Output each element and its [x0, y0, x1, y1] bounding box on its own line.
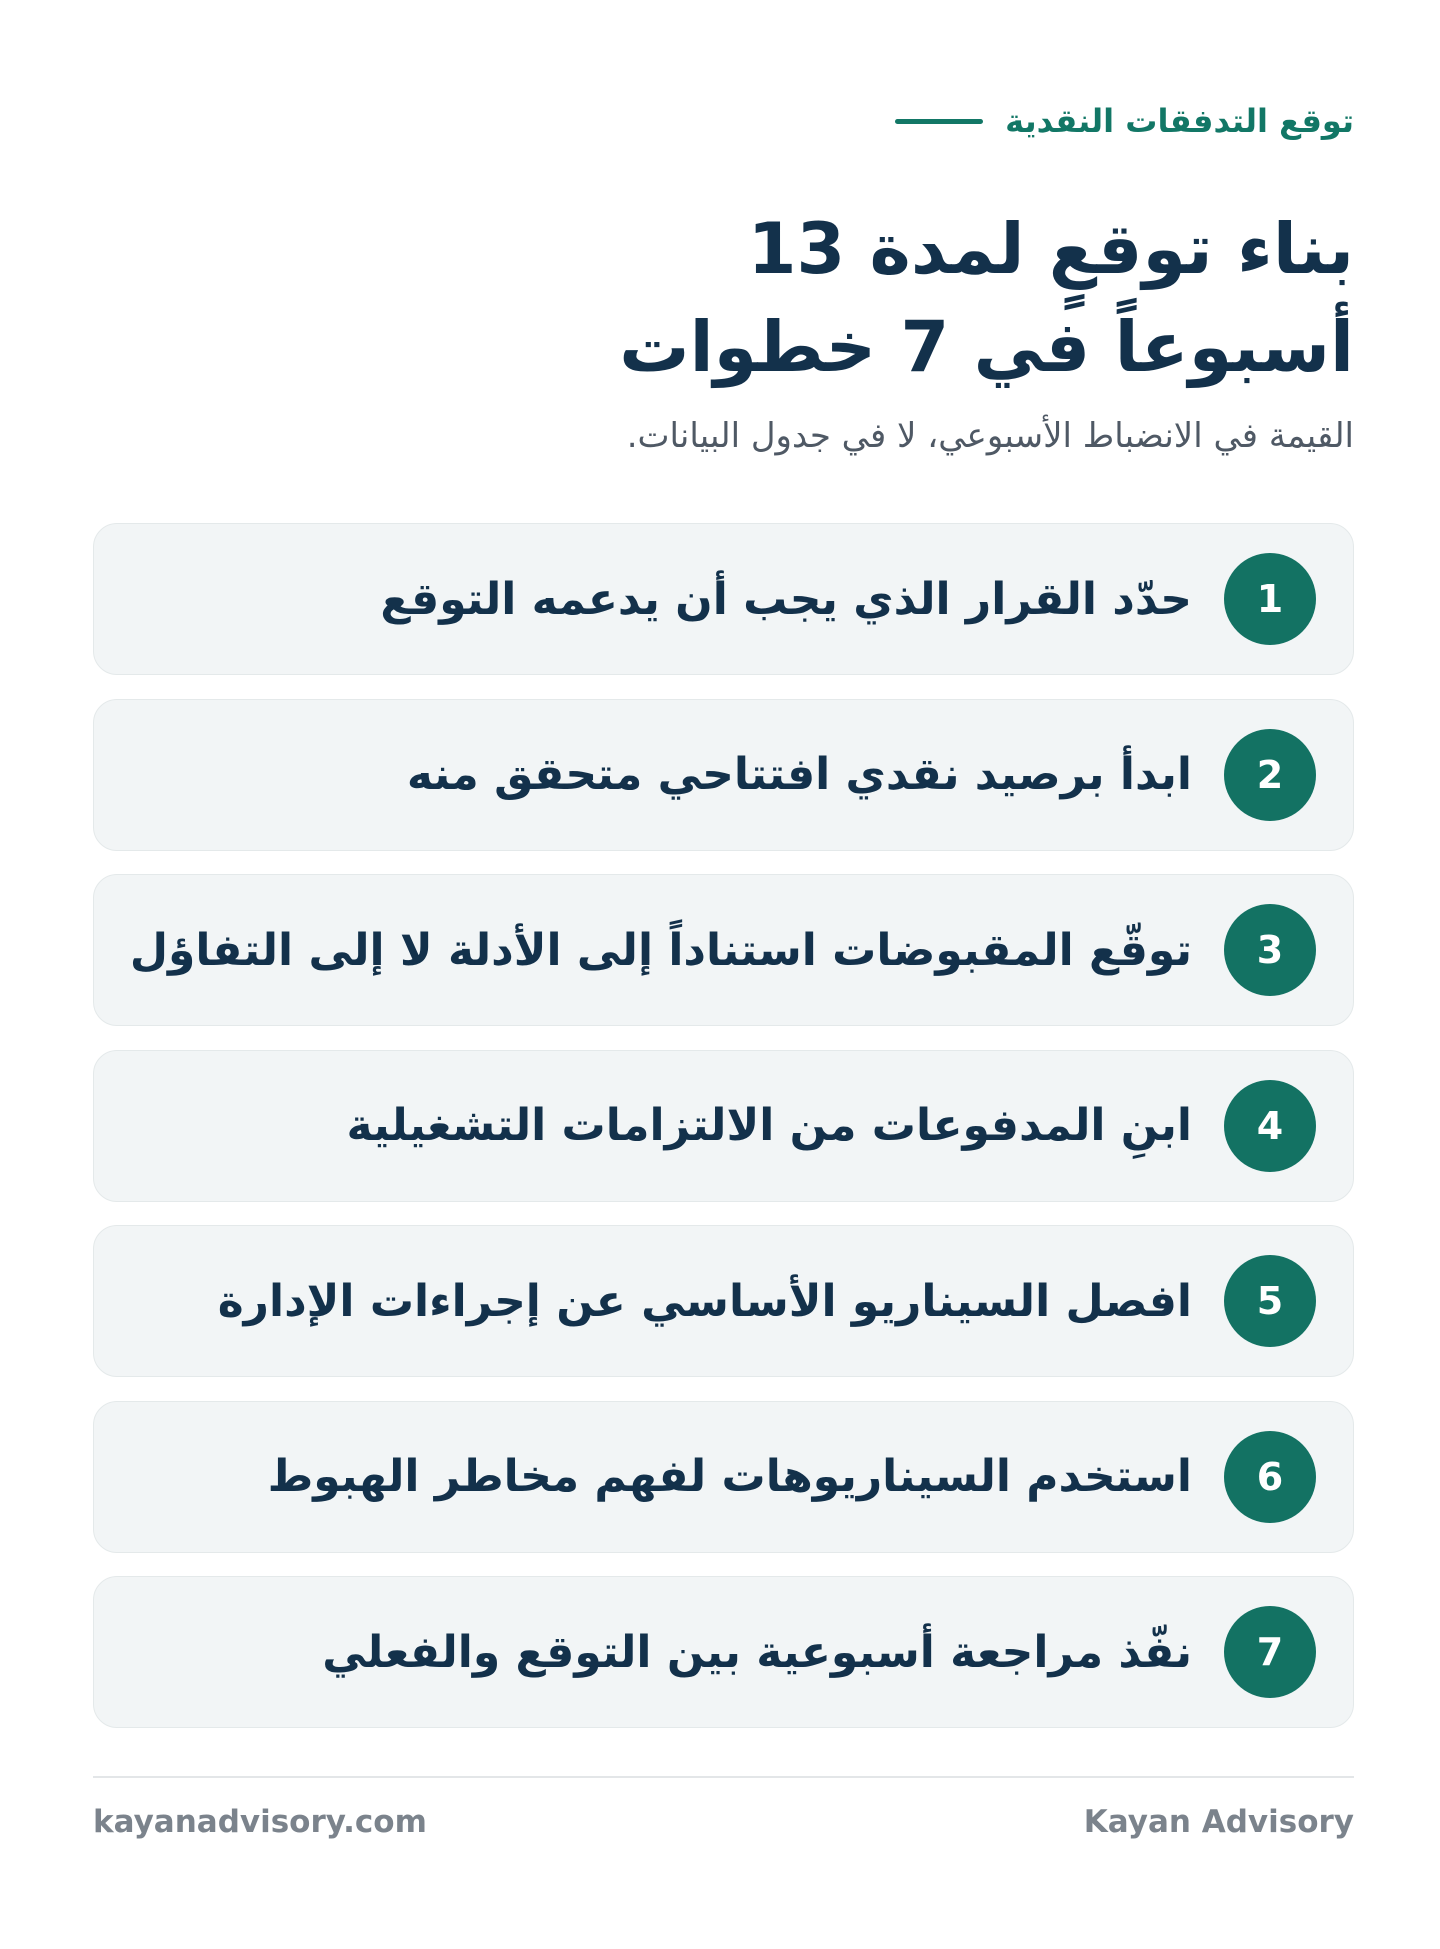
- eyebrow-label: توقع التدفقات النقدية: [1005, 102, 1354, 140]
- step-label: استخدم السيناريوهات لفهم مخاطر الهبوط: [267, 1451, 1192, 1502]
- step-card-5: [93, 1225, 1354, 1377]
- page-subtitle: القيمة في الانضباط الأسبوعي، لا في جدول البيانات.: [626, 416, 1354, 456]
- step-number-badge: 3: [1224, 904, 1316, 996]
- title-line-2: أسبوعاً في 7 خطوات: [619, 306, 1354, 388]
- step-number-badge: 2: [1224, 729, 1316, 821]
- eyebrow-accent-line: [895, 119, 983, 124]
- step-number-badge: 1: [1224, 553, 1316, 645]
- step-number-badge: 4: [1224, 1080, 1316, 1172]
- step-label: افصل السيناريو الأساسي عن إجراءات الإدارة: [217, 1275, 1192, 1327]
- step-number-badge: 5: [1224, 1255, 1316, 1347]
- step-card-1: [93, 523, 1354, 675]
- page-title: [619, 200, 1354, 396]
- footer-divider: [93, 1776, 1354, 1778]
- step-card-4: [93, 1050, 1354, 1202]
- step-card-2: [93, 699, 1354, 851]
- step-label: نفّذ مراجعة أسبوعية بين التوقع والفعلي: [322, 1626, 1192, 1678]
- step-label: ابدأ برصيد نقدي افتتاحي متحقق منه: [406, 749, 1192, 800]
- step-label: ابنِ المدفوعات من الالتزامات التشغيلية: [346, 1100, 1192, 1151]
- eyebrow: [895, 102, 1354, 140]
- step-number-badge: 7: [1224, 1606, 1316, 1698]
- step-label: حدّد القرار الذي يجب أن يدعمه التوقع: [380, 573, 1192, 625]
- step-card-3: [93, 874, 1354, 1026]
- cash-flow-forecast-infographic: [93, 0, 1354, 1949]
- step-card-7: [93, 1576, 1354, 1728]
- footer-brand-name: Kayan Advisory: [1083, 1804, 1354, 1840]
- step-number-badge: 6: [1224, 1431, 1316, 1523]
- footer-website: kayanadvisory.com: [93, 1804, 427, 1840]
- steps-list: [93, 523, 1354, 1752]
- step-card-6: [93, 1401, 1354, 1553]
- title-line-1: بناء توقعٍ لمدة 13: [747, 208, 1354, 290]
- step-label: توقّع المقبوضات استناداً إلى الأدلة لا إلى التفاؤل: [129, 924, 1192, 976]
